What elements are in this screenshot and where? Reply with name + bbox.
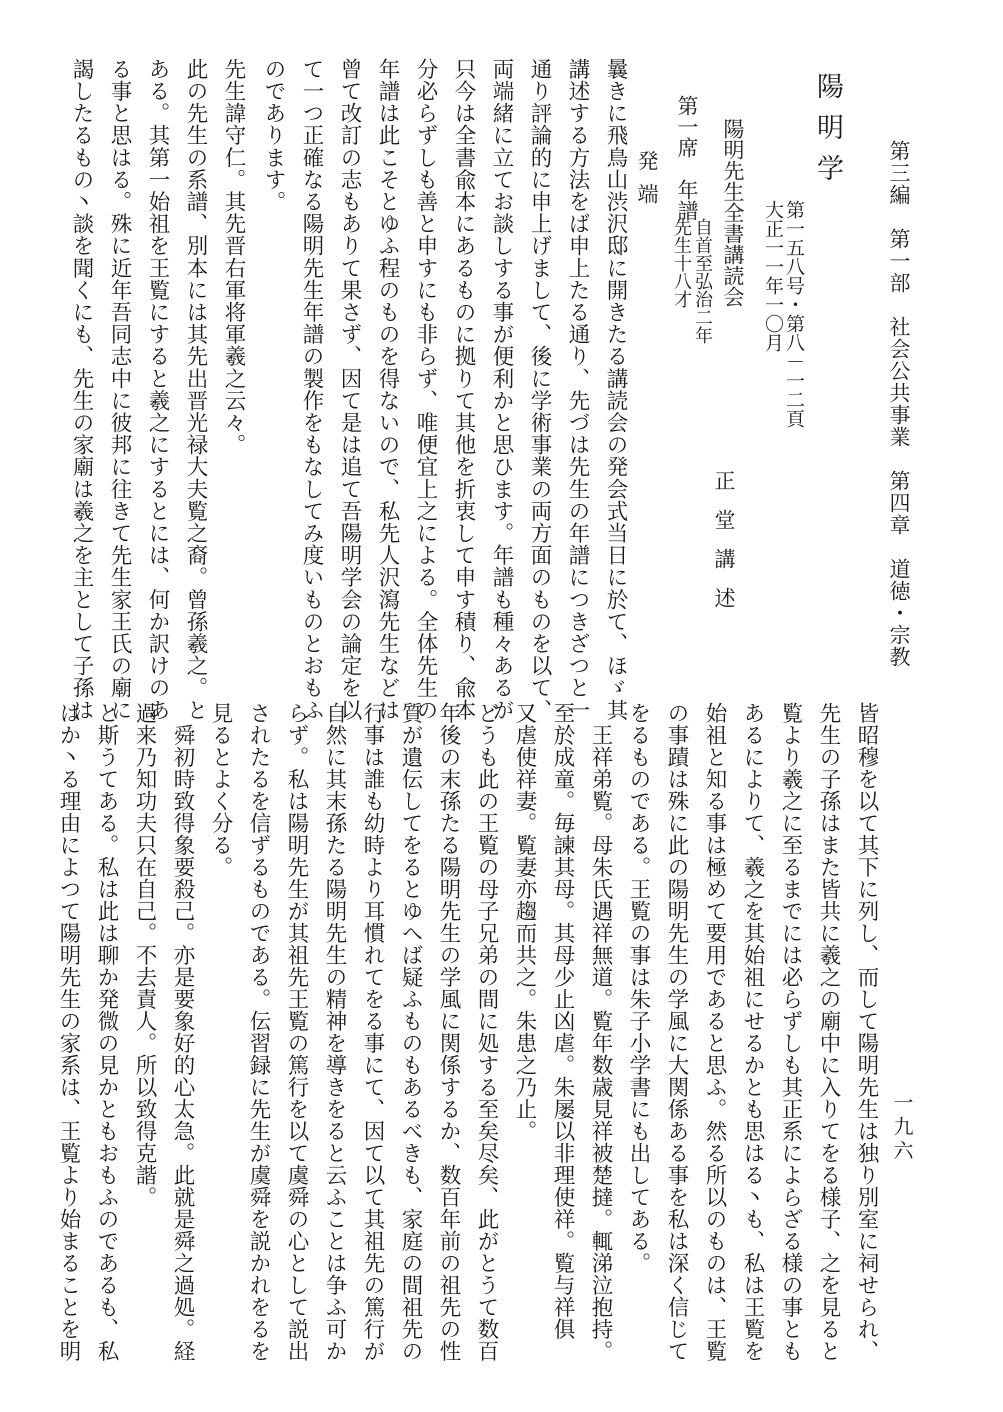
running-header: 第三編 第一部 社会公共事業 第四章 道徳・宗教 bbox=[887, 140, 911, 668]
upper-line: て一つ正確なる陽明先生年譜の製作をもなしてみ度いものとおもふ bbox=[299, 58, 324, 721]
section-age: 先生十八才 bbox=[671, 218, 692, 308]
lower-line: 自然に其末孫たる陽明先生の精神を導きをると云ふことは争ふ可か bbox=[322, 702, 347, 1362]
lower-line: どうも此の王覧の母子兄弟の間に処する至矣尽矣、此がとうて数百 bbox=[474, 702, 499, 1362]
journal-title: 陽明学 bbox=[812, 72, 843, 195]
lower-line: 質が遺伝してをるとゆへば疑ふものもあるべきも、家庭の間祖先の bbox=[398, 702, 423, 1362]
upper-line: 両端緒に立てお談しする事が便利かと思ひます。年譜も種々あるが bbox=[489, 58, 514, 721]
upper-line: 只今は全書兪本にあるものに拠りて其他を折衷して申す積り、兪本 bbox=[451, 58, 476, 721]
lower-line: 至於成童。毎諫其母。其母少止凶虐。朱屡以非理使祥。覧与祥俱 bbox=[550, 702, 575, 1340]
lower-line: と斯うてある。私は此は聊か発微の見かともおもふのであるも、私 bbox=[94, 702, 119, 1362]
upper-line: 先生諱守仁。其先晋右軍将軍羲之云々。 bbox=[221, 58, 246, 456]
upper-line: る事と思はる。殊に近年吾同志中に彼邦に往きて先生家王氏の廟に bbox=[107, 58, 132, 721]
lower-line: 過来乃知功夫只在自己。不去責人。所以致得克諧。 bbox=[132, 702, 157, 1208]
lower-line: あるによりて、羲之を其始祖にせるかとも思はる丶も、私は王覧を bbox=[740, 702, 765, 1362]
upper-line: 謁したるもの丶談を聞くにも、先生の家廟は羲之を主として子孫は bbox=[69, 58, 94, 721]
page-number: 一九六 bbox=[890, 1092, 914, 1164]
lower-line: 王祥弟覧。母朱氏遇祥無道。覧年数歳見祥被楚撻。輒涕泣抱持。 bbox=[588, 724, 613, 1362]
upper-line: 通り評論的に申上げまして、後に学術事業の両方面のものを以て、 bbox=[527, 58, 552, 721]
lower-line: 舜初時致得象要殺己。亦是要象好的心太急。此就是舜之過処。経 bbox=[170, 724, 195, 1362]
issue-line-2: 大正一一年一〇月 bbox=[762, 200, 784, 352]
issue-line-1: 第一五八号・第八－一二頁 bbox=[783, 200, 805, 428]
lower-line: の事蹟は殊に此の陽明先生の学風に大関係ある事を私は深く信じて bbox=[664, 702, 689, 1362]
lower-line: 覧より羲之に至るまでには必らずしも其正系によらざる様の事とも bbox=[778, 702, 803, 1362]
upper-line: 曩きに飛鳥山渋沢邸に開きたる講読会の発会式当日に於て、ほゞ其 bbox=[603, 58, 628, 721]
lower-line: 始祖と知る事は極めて要用であると思ふ。然る所以のものは、王覧 bbox=[702, 702, 727, 1362]
lower-line: 皆昭穆を以て其下に列し、而して陽明先生は独り別室に祠せられ、 bbox=[854, 702, 879, 1362]
upper-line: 曾て改訂の志もありて果さず、因て是は追て吾陽明学会の論定を以 bbox=[337, 58, 362, 721]
section-range: 自首至弘治二年 bbox=[692, 218, 713, 344]
series-title: 陽明先生全書講読会 bbox=[721, 118, 745, 307]
lower-line: 行事は誰も幼時より耳慣れてをる事にて、因て以て其祖先の篤行が bbox=[360, 702, 385, 1362]
upper-line: 講述する方法をば申上たる通り、先づは先生の年譜につきざつと一 bbox=[565, 58, 590, 721]
speaker: 正堂講述 bbox=[712, 470, 736, 626]
lower-line: 年後の末孫たる陽明先生の学風に関係するか、数百年前の祖先の性 bbox=[436, 702, 461, 1362]
lower-line: 又虐使祥妻。覧妻亦趨而共之。朱患之乃止。 bbox=[512, 702, 537, 1142]
lower-line: はか丶る理由によつて陽明先生の家系は、王覧より始まることを明 bbox=[56, 702, 81, 1362]
lower-line: 見るとよく分る。 bbox=[208, 702, 233, 878]
lower-line: らず。私は陽明先生が其祖先王覧の篤行を以て虞舜の心として説出 bbox=[284, 702, 309, 1362]
lower-line: されたるを信ずるものである。伝習録に先生が虞舜を説かれをるを bbox=[246, 702, 271, 1362]
section-caption: 発端 bbox=[635, 150, 659, 216]
upper-line: ある。其第一始祖を王覧にすると羲之にするとには、何か訳けのあ bbox=[145, 58, 170, 721]
upper-line: のであります。 bbox=[261, 58, 286, 213]
section-heading: 第一席 年譜 bbox=[675, 95, 699, 221]
lower-line: 先生の子孫はまた皆共に羲之の廟中に入りてをる様子、之を見ると bbox=[816, 702, 841, 1362]
lower-line: をるものである。王覧の事は朱子小学書にも出してある。 bbox=[626, 702, 651, 1274]
upper-line: 分必らずしも善と申すにも非らず、唯便宜上之による。全体先生の bbox=[413, 58, 438, 721]
upper-line: 年譜は此こそとゆふ程のものを得ないので、私先人沢瀉先生などは bbox=[375, 58, 400, 721]
upper-line: 此の先生の系譜、別本には其先出晋光禄大夫覧之裔。曾孫羲之。と bbox=[183, 58, 208, 721]
